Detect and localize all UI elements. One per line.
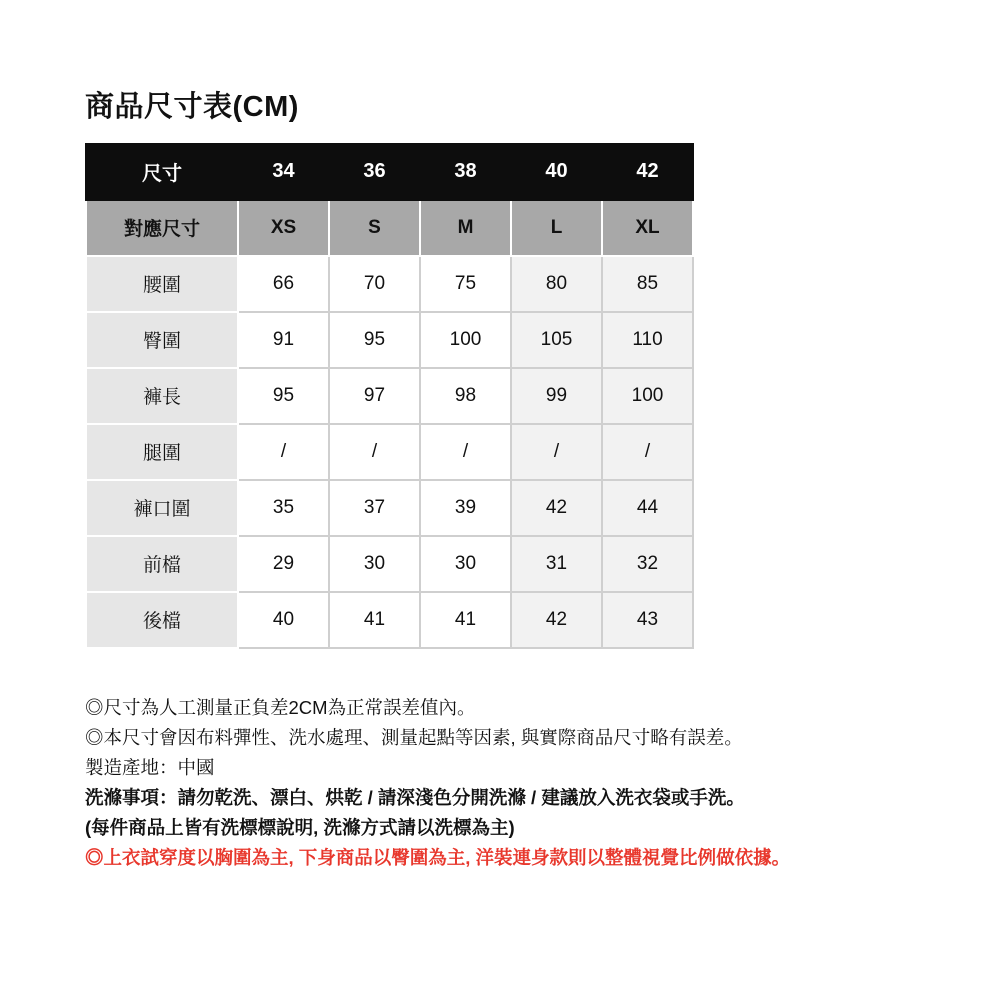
row-value: 37 <box>329 480 420 536</box>
table-row <box>86 536 693 592</box>
row-value: 66 <box>238 256 329 312</box>
subheader-cell: 對應尺寸 <box>86 200 238 256</box>
row-label: 前檔 <box>86 536 238 592</box>
size-table-body <box>86 144 693 648</box>
row-value: 75 <box>420 256 511 312</box>
row-value: 70 <box>329 256 420 312</box>
header-cell: 34 <box>238 144 329 200</box>
row-value: 32 <box>602 536 693 592</box>
table-row <box>86 368 693 424</box>
row-value: 80 <box>511 256 602 312</box>
subheader-cell: XS <box>238 200 329 256</box>
row-value: 85 <box>602 256 693 312</box>
row-value: / <box>511 424 602 480</box>
table-row <box>86 424 693 480</box>
note-line: 製造產地：中國 <box>85 756 215 778</box>
row-value: 42 <box>511 592 602 648</box>
row-value: 98 <box>420 368 511 424</box>
row-value: 95 <box>329 312 420 368</box>
row-label: 褲口圍 <box>86 480 238 536</box>
subheader-cell: L <box>511 200 602 256</box>
notes-section <box>85 693 940 873</box>
subheader-cell: M <box>420 200 511 256</box>
row-label: 腰圍 <box>86 256 238 312</box>
note-line-washing-label: (每件商品上皆有洗標標說明, 洗滌方式請以洗標為主) <box>85 816 515 838</box>
subheader-cell: S <box>329 200 420 256</box>
row-value: 41 <box>329 592 420 648</box>
row-label: 後檔 <box>86 592 238 648</box>
row-label: 褲長 <box>86 368 238 424</box>
page-title: 商品尺寸表(CM) <box>85 91 299 123</box>
row-value: 31 <box>511 536 602 592</box>
table-row <box>86 256 693 312</box>
header-cell: 40 <box>511 144 602 200</box>
size-table <box>85 143 694 649</box>
row-value: 43 <box>602 592 693 648</box>
row-value: 30 <box>329 536 420 592</box>
row-value: 39 <box>420 480 511 536</box>
note-line-washing: 洗滌事項：請勿乾洗、漂白、烘乾 / 請深淺色分開洗滌 / 建議放入洗衣袋或手洗。 <box>85 786 745 808</box>
subheader-cell: XL <box>602 200 693 256</box>
table-subheader-row <box>86 200 693 256</box>
row-value: 41 <box>420 592 511 648</box>
table-header-row <box>86 144 693 200</box>
row-value: / <box>238 424 329 480</box>
row-value: 100 <box>602 368 693 424</box>
row-value: 97 <box>329 368 420 424</box>
row-value: 105 <box>511 312 602 368</box>
row-value: / <box>329 424 420 480</box>
row-value: 95 <box>238 368 329 424</box>
note-line-fitting: ◎上衣試穿度以胸圍為主, 下身商品以臀圍為主, 洋裝連身款則以整體視覺比例做依據。 <box>85 846 791 868</box>
row-value: 42 <box>511 480 602 536</box>
header-cell: 42 <box>602 144 693 200</box>
row-value: / <box>420 424 511 480</box>
row-value: 35 <box>238 480 329 536</box>
row-label: 臀圍 <box>86 312 238 368</box>
row-value: 110 <box>602 312 693 368</box>
row-value: 40 <box>238 592 329 648</box>
row-value: / <box>602 424 693 480</box>
row-value: 100 <box>420 312 511 368</box>
row-label: 腿圍 <box>86 424 238 480</box>
row-value: 91 <box>238 312 329 368</box>
table-row <box>86 312 693 368</box>
header-cell: 尺寸 <box>86 144 238 200</box>
row-value: 30 <box>420 536 511 592</box>
row-value: 99 <box>511 368 602 424</box>
row-value: 29 <box>238 536 329 592</box>
header-cell: 36 <box>329 144 420 200</box>
note-line: ◎尺寸為人工測量正負差2CM為正常誤差值內。 <box>85 696 476 718</box>
header-cell: 38 <box>420 144 511 200</box>
note-line: ◎本尺寸會因布料彈性、洗水處理、測量起點等因素, 與實際商品尺寸略有誤差。 <box>85 726 743 748</box>
table-row <box>86 480 693 536</box>
table-row <box>86 592 693 648</box>
row-value: 44 <box>602 480 693 536</box>
